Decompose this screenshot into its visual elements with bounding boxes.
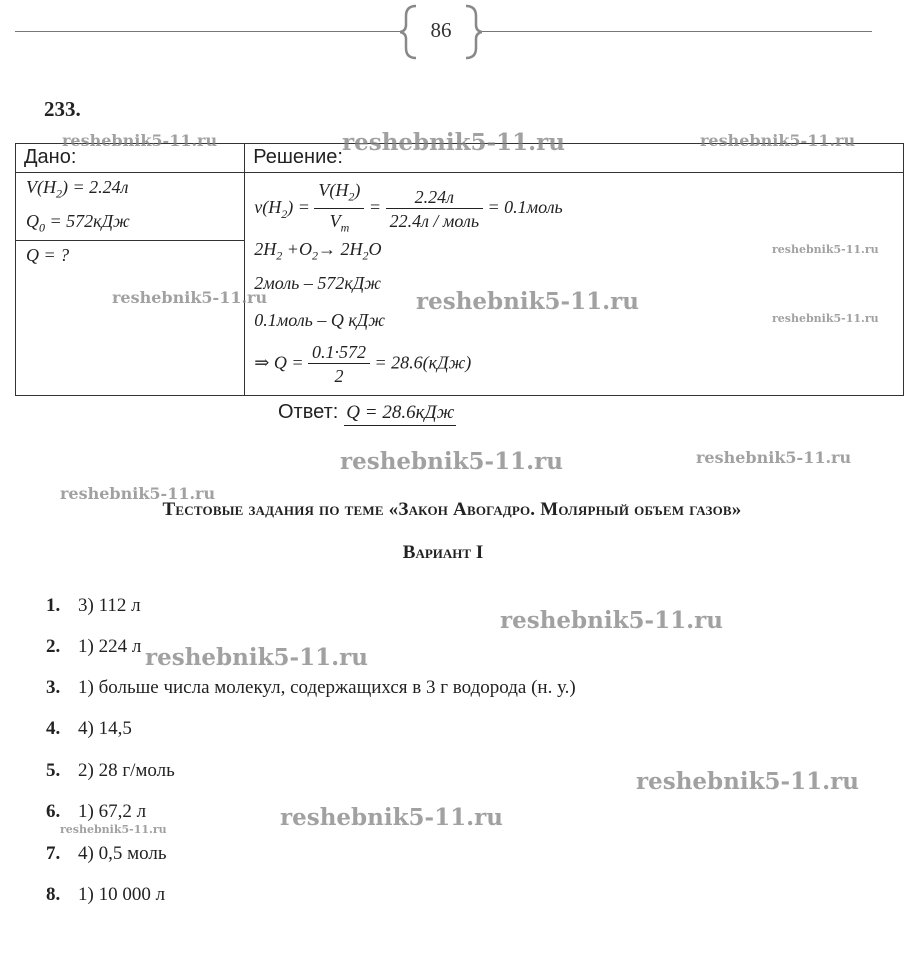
fraction-numeric: $\frac{2.24л}{\text{22.4л / моль}}$: [386, 186, 483, 233]
watermark: reshebnik5-11.ru: [636, 768, 859, 795]
step-reaction: $2H_2 +O_2\to 2H_2O$: [254, 239, 382, 263]
watermark: reshebnik5-11.ru: [60, 823, 167, 836]
solution-header: Решение:: [245, 144, 904, 173]
fraction-volume-ratio: $\frac{V(H_2)}{V_m}$: [314, 179, 364, 239]
watermark: reshebnik5-11.ru: [772, 312, 879, 325]
watermark: reshebnik5-11.ru: [60, 484, 216, 503]
list-item: 1. 3) 112 л: [46, 595, 141, 616]
given-heat: $Q_0 = 572кДж$: [26, 211, 130, 235]
watermark: reshebnik5-11.ru: [500, 607, 723, 634]
watermark: reshebnik5-11.ru: [112, 288, 268, 307]
watermark: reshebnik5-11.ru: [280, 804, 503, 831]
header-rule-left: [15, 31, 401, 32]
list-item: 7. 4) 0,5 моль: [46, 843, 167, 864]
step-ratio-1: 2моль – 572кДж: [254, 273, 381, 293]
variant-title: Вариант I: [402, 542, 484, 563]
watermark: reshebnik5-11.ru: [342, 129, 565, 156]
given-volume: $V(H_2) = 2.24л$: [26, 177, 129, 201]
list-item: 8. 1) 10 000 л: [46, 884, 166, 905]
page-number-frame: [400, 4, 482, 60]
find-value: Q = ?: [26, 245, 70, 265]
watermark: reshebnik5-11.ru: [772, 243, 879, 256]
list-item: 2. 1) 224 л: [46, 636, 142, 657]
list-item: 3. 1) больше числа молекул, содержащихся в 3 г водорода (н. у.): [46, 677, 576, 698]
answer-line: [278, 401, 456, 426]
fraction-result: $\frac{0.1\cdot 572}{2}$: [308, 341, 370, 388]
page-number: 86: [430, 18, 452, 42]
given-cell: [16, 173, 245, 241]
watermark: reshebnik5-11.ru: [62, 131, 218, 150]
watermark: reshebnik5-11.ru: [340, 448, 563, 475]
problem-number: 233.: [44, 97, 81, 121]
answer-label: Ответ:: [278, 401, 339, 423]
list-item: 4. 4) 14,5: [46, 718, 132, 739]
step-ratio-2: 0.1моль – Q кДж: [254, 310, 385, 330]
solution-table: [15, 143, 904, 396]
watermark: reshebnik5-11.ru: [145, 644, 368, 671]
watermark: reshebnik5-11.ru: [416, 288, 639, 315]
solution-cell: [245, 173, 904, 396]
list-item: 6. 1) 67,2 л: [46, 801, 147, 822]
section-title: Тестовые задания по теме «Закон Авогадро. Молярный объем газов»: [162, 499, 742, 520]
watermark: reshebnik5-11.ru: [696, 448, 852, 467]
step-result: ⇒ Q = $\frac{0.1\cdot 572}{2}$ = 28.6(кДж): [254, 342, 472, 386]
list-item: 5. 2) 28 г/моль: [46, 760, 175, 781]
find-cell: [16, 241, 245, 396]
given-header: Дано:: [16, 144, 245, 173]
watermark: reshebnik5-11.ru: [700, 131, 856, 150]
answer-value: Q = 28.6кДж: [344, 402, 456, 426]
header-rule-right: [482, 31, 872, 32]
step-moles: $\nu(H_2)$ = $\frac{V(H_2)}{V_m}$ = $\frac{2.24л}{\text{22.4л / моль}}$ = 0.1моль: [254, 179, 562, 239]
